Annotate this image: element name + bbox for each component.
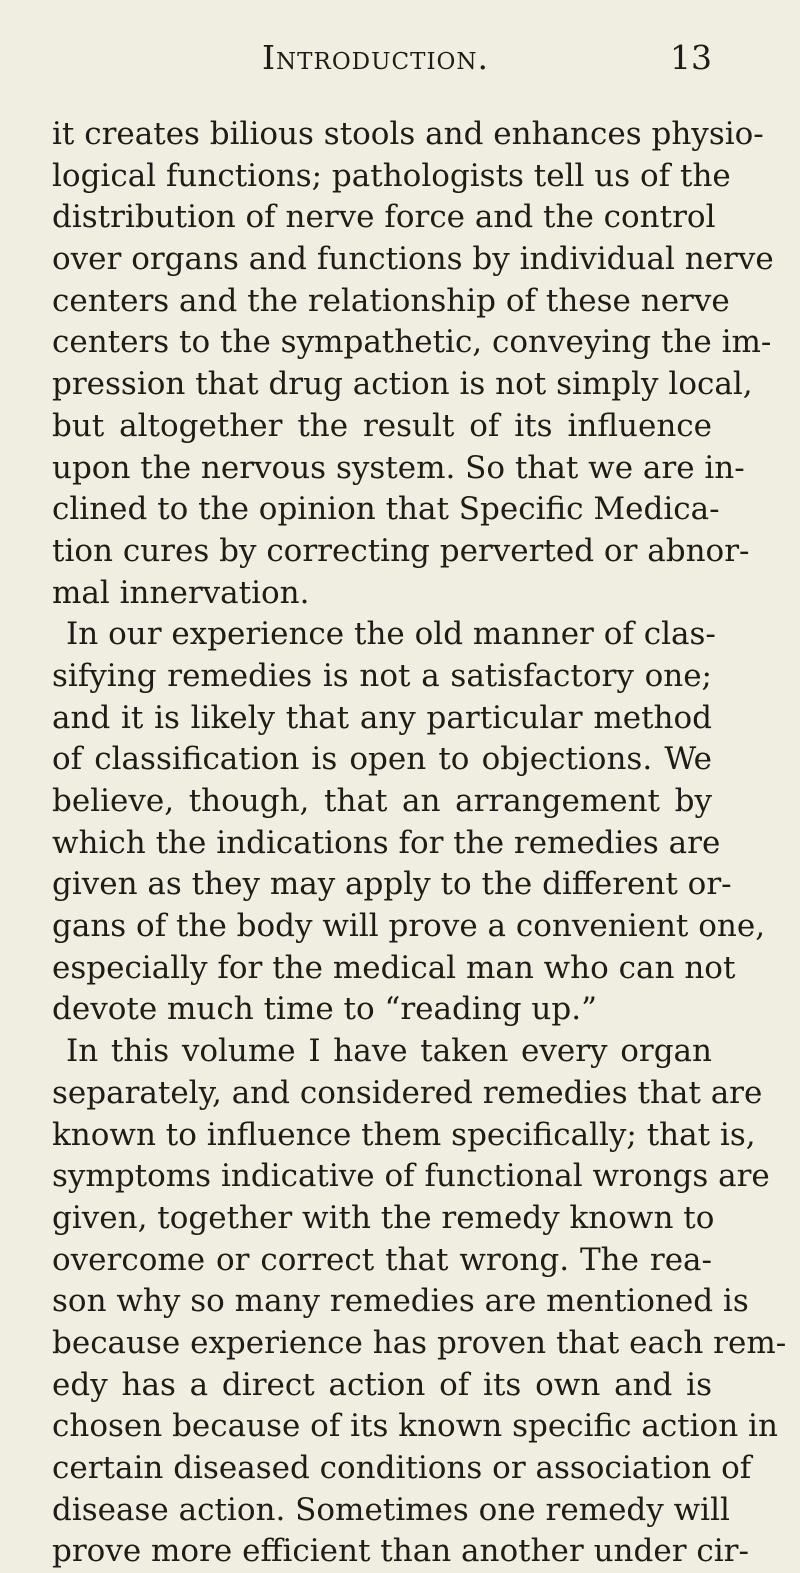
text-line: In this volume I have taken every organ <box>66 1033 712 1070</box>
text-line: In our experience the old manner of clas- <box>66 616 716 653</box>
text-line: centers to the sympathetic, conveying the im- <box>52 324 772 361</box>
text-line: clined to the opinion that Specific Medica- <box>52 491 720 528</box>
running-title: Introduction. <box>262 38 489 77</box>
text-line: distribution of nerve force and the control <box>52 199 716 236</box>
text-line: upon the nervous system. So that we are in- <box>52 449 745 486</box>
text-line: son why so many remedies are mentioned is <box>52 1283 749 1320</box>
text-line: sifying remedies is not a satisfactory one; <box>52 657 712 694</box>
text-line: of classification is open to objections. We <box>52 741 712 778</box>
text-line: overcome or correct that wrong. The rea- <box>52 1241 712 1278</box>
page-header <box>0 38 800 88</box>
text-line: disease action. Sometimes one remedy will <box>52 1491 730 1528</box>
text-line: centers and the relationship of these nerve <box>52 282 730 319</box>
text-line: devote much time to “reading up.” <box>52 991 597 1028</box>
text-line: prove more efficient than another under cir- <box>52 1533 749 1570</box>
text-line: known to influence them specifically; that is, <box>52 1116 756 1153</box>
text-line: especially for the medical man who can not <box>52 949 736 986</box>
text-line: symptoms indicative of functional wrongs are <box>52 1158 770 1195</box>
text-line: separately, and considered remedies that are <box>52 1074 763 1111</box>
text-line: edy has a direct action of its own and is <box>52 1366 712 1403</box>
text-line: and it is likely that any particular method <box>52 699 712 736</box>
text-line: gans of the body will prove a convenient one, <box>52 908 766 945</box>
page-number: 13 <box>670 38 712 77</box>
text-line: given as they may apply to the different or- <box>52 866 732 903</box>
text-line: over organs and functions by individual nerve <box>52 241 774 278</box>
body-text <box>52 114 787 1573</box>
text-line: it creates bilious stools and enhances physio- <box>52 116 764 152</box>
text-line: but altogether the result of its influence <box>52 407 712 444</box>
text-line: pression that drug action is not simply local, <box>52 366 753 403</box>
text-line: which the indications for the remedies are <box>52 824 721 861</box>
text-line: logical functions; pathologists tell us of the <box>52 157 731 194</box>
text-line: tion cures by correcting perverted or abnor- <box>52 532 750 569</box>
text-line: because experience has proven that each rem- <box>52 1324 787 1361</box>
text-line: given, together with the remedy known to <box>52 1199 715 1236</box>
text-line: certain diseased conditions or association of <box>52 1450 752 1486</box>
text-line: mal innervation. <box>52 574 310 611</box>
text-line: chosen because of its known specific action in <box>52 1408 778 1445</box>
text-line: believe, though, that an arrangement by <box>52 783 712 819</box>
